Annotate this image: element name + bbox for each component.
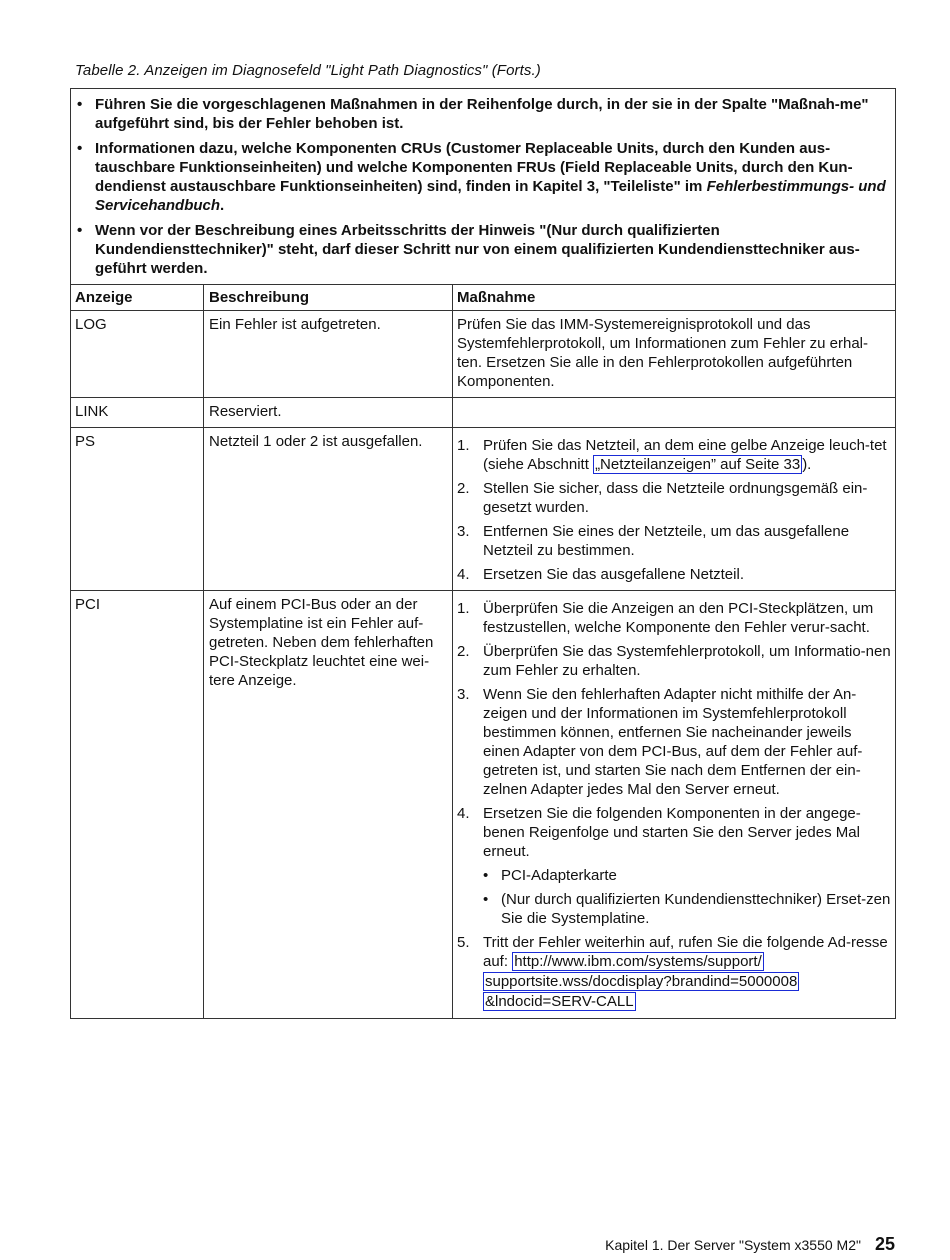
table-header-row [71, 285, 895, 311]
bullet-icon: • [77, 140, 83, 157]
cell-anzeige: PCI [71, 591, 204, 1018]
step-number: 1. [457, 437, 470, 454]
note-text: Wenn vor der Beschreibung eines Arbeitsschritts der Hinweis "(Nur durch qualifizierten Kundendiensttechniker)" steht, darf dieser Schritt nur von einem qualifizierten Kundendiensttechniker aus-geführt werden. [95, 222, 860, 277]
step-text: Stellen Sie sicher, dass die Netzteile ordnungsgemäß ein-gesetzt wurden. [483, 480, 868, 516]
cell-anzeige: LINK [71, 398, 204, 427]
step-item [457, 436, 891, 474]
table-notes [71, 89, 895, 285]
note-item [75, 139, 891, 215]
header-beschreibung: Beschreibung [204, 285, 453, 310]
table-row-log [71, 311, 895, 398]
sub-list-item [483, 866, 891, 885]
step-item [457, 599, 891, 637]
step-number: 1. [457, 600, 470, 617]
steps-list [457, 599, 891, 1012]
sub-list [483, 866, 891, 928]
bullet-icon: • [77, 96, 83, 113]
cell-beschreibung: Reserviert. [204, 398, 453, 427]
step-number: 4. [457, 805, 470, 822]
book-title: Fehlerbestimmungs- und Servicehandbuch [95, 178, 886, 214]
note-text: Informationen dazu, welche Komponenten CRUs (Customer Replaceable Units, durch den Kunden aus-tauschbare Funktionseinheiten) und welche Komponenten FRUs (Field Replaceable Units, durch den Kun-dendienst austauschbare Funktionseinheiten) sind, finden in Kapitel 3, "Teileliste" im Fehlerbestimmungs- und Servicehandbuch. [95, 140, 886, 214]
support-url-link-part2[interactable]: supportsite.wss/docdisplay?brandind=5000008 [485, 973, 798, 990]
cell-massnahme [453, 428, 895, 590]
step-item [457, 522, 891, 560]
cell-massnahme [453, 591, 895, 1018]
cell-beschreibung: Auf einem PCI-Bus oder an der Systemplatine ist ein Fehler auf-getreten. Neben dem fehlerhaften PCI-Steckplatz leuchtet eine wei-tere Anzeige. [204, 591, 453, 1018]
cell-massnahme [453, 398, 895, 427]
sub-item-text: (Nur durch qualifizierten Kundendiensttechniker) Erset-zen Sie die Systemplatine. [501, 891, 891, 927]
diagnostics-table [70, 88, 896, 1019]
steps-list [457, 436, 891, 584]
table-row-ps [71, 428, 895, 591]
step-text: Überprüfen Sie das Systemfehlerprotokoll, um Informatio-nen zum Fehler zu erhalten. [483, 643, 891, 679]
note-item [75, 221, 891, 278]
footer-chapter: Kapitel 1. Der Server "System x3550 M2" [605, 1237, 861, 1253]
step-text: Ersetzen Sie das ausgefallene Netzteil. [483, 566, 744, 583]
sub-item-text: PCI-Adapterkarte [501, 867, 617, 884]
sub-list-item [483, 890, 891, 928]
step-item [457, 685, 891, 799]
step-item [457, 642, 891, 680]
step-item [457, 933, 891, 1012]
step-text: Tritt der Fehler weiterhin auf, rufen Sie die folgende Ad-resse auf: http://www.ibm.com/systems/support/ supportsite.wss/docdisplay?brandind=5000008 &lndocid=SERV-CALL [483, 934, 888, 1010]
page-number: 25 [874, 1234, 895, 1254]
step-item [457, 565, 891, 584]
step-text: Ersetzen Sie die folgenden Komponenten in der angege-benen Reigenfolge und starten Sie den Server jedes Mal erneut. • PCI-Adapterkarte • (Nur durch qualifizierten Kundendiensttechniker) Erset-zen Sie die Systemplatine. [483, 805, 891, 927]
cell-beschreibung: Ein Fehler ist aufgetreten. [204, 311, 453, 397]
step-text: Prüfen Sie das Netzteil, an dem eine gelbe Anzeige leuch-tet (siehe Abschnitt „Netzteilanzeigen” auf Seite 33 ). [483, 437, 887, 473]
bullet-icon: • [483, 867, 489, 884]
step-number: 4. [457, 566, 470, 583]
step-number: 3. [457, 686, 470, 703]
step-text: Wenn Sie den fehlerhaften Adapter nicht mithilfe der An-zeigen und der Informationen im Systemfehlerprotokoll bestimmen können, entfernen Sie nacheinander jeweils einen Adapter von dem PCI-Bus, auf dem der Fehler auf-getreten ist, und starten Sie nach dem Entfernen der ein-zelnen Adapter jedes Mal den Server erneut. [483, 686, 863, 798]
note-text: Führen Sie die vorgeschlagenen Maßnahmen in der Reihenfolge durch, in der sie in der Spalte "Maßnah-me" aufgeführt sind, bis der Fehler behoben ist. [95, 96, 869, 132]
page-footer [605, 1234, 895, 1255]
step-text: Überprüfen Sie die Anzeigen an den PCI-Steckplätzen, um festzustellen, welche Komponente den Fehler verur-sacht. [483, 600, 874, 636]
bullet-icon: • [77, 222, 83, 239]
note-item [75, 95, 891, 133]
table-row-pci [71, 591, 895, 1018]
step-text: Entfernen Sie eines der Netzteile, um das ausgefallene Netzteil zu bestimmen. [483, 523, 850, 559]
step-item [457, 479, 891, 517]
bullet-icon: • [483, 891, 489, 908]
step-item [457, 804, 891, 928]
cell-massnahme: Prüfen Sie das IMM-Systemereignisprotokoll und das Systemfehlerprotokoll, um Informationen zum Fehler zu erhal-ten. Ersetzen Sie alle in den Fehlerprotokollen aufgeführten Komponenten. [457, 316, 869, 390]
step-number: 2. [457, 643, 470, 660]
step-number: 3. [457, 523, 470, 540]
cell-beschreibung: Netzteil 1 oder 2 ist ausgefallen. [204, 428, 453, 590]
cross-reference-link[interactable]: „Netzteilanzeigen” auf Seite 33 [595, 456, 801, 473]
step-number: 2. [457, 480, 470, 497]
cell-anzeige: LOG [71, 311, 204, 397]
cell-anzeige: PS [71, 428, 204, 590]
step-number: 5. [457, 934, 470, 951]
support-url-link-part1[interactable]: http://www.ibm.com/systems/support/ [514, 953, 762, 970]
header-anzeige: Anzeige [71, 285, 204, 310]
header-massnahme: Maßnahme [457, 289, 536, 306]
table-row-link [71, 398, 895, 428]
table-caption: Tabelle 2. Anzeigen im Diagnosefeld "Light Path Diagnostics" (Forts.) [75, 62, 541, 79]
support-url-link-part3[interactable]: &lndocid=SERV-CALL [485, 993, 634, 1010]
